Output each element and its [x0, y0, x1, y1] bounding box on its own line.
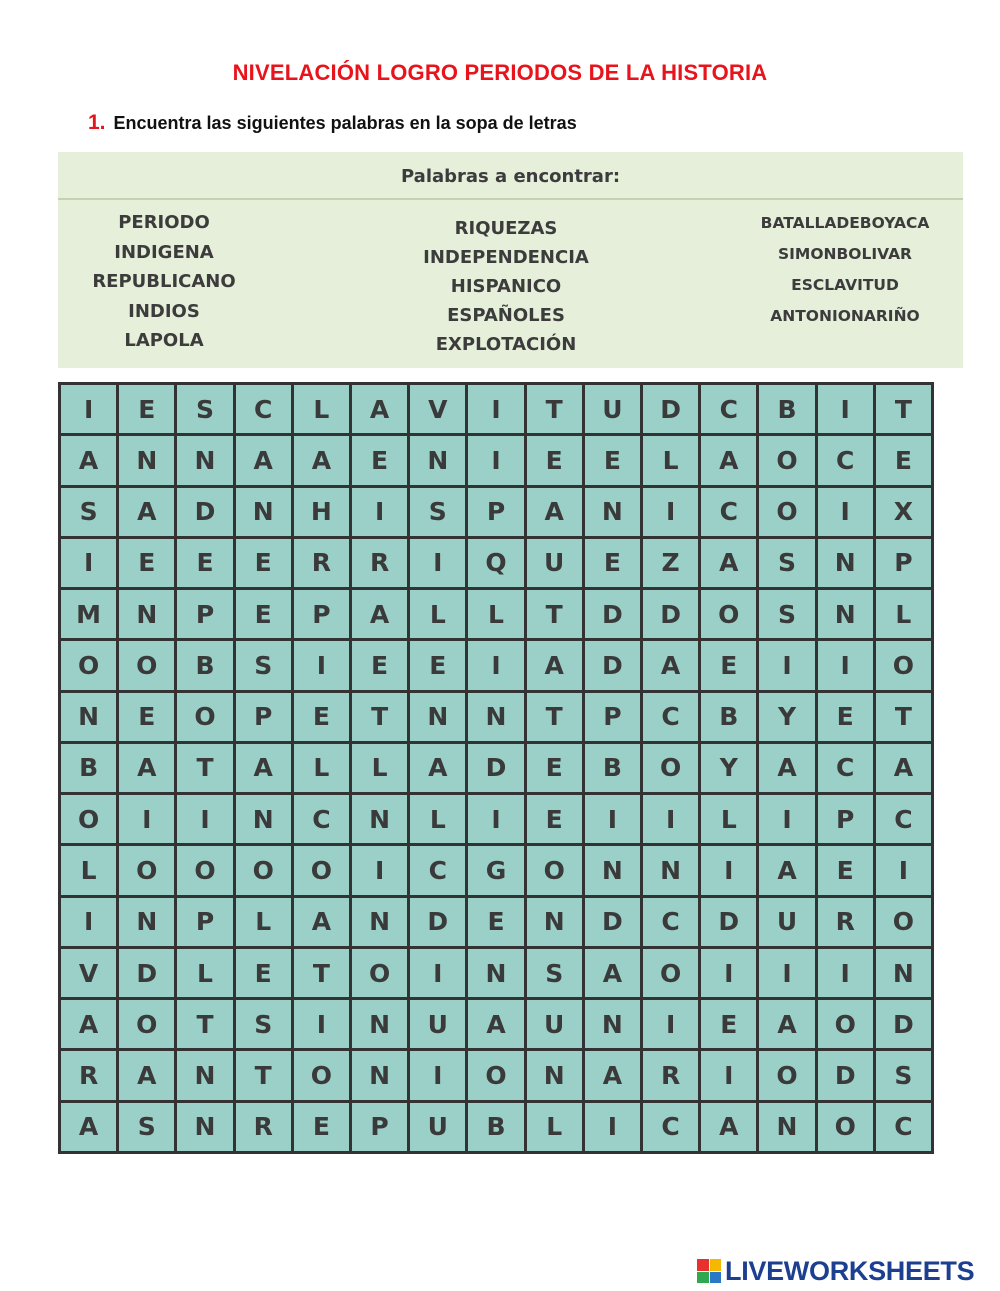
- grid-cell[interactable]: I: [468, 436, 523, 484]
- grid-cell[interactable]: E: [527, 795, 582, 843]
- grid-cell[interactable]: C: [701, 385, 756, 433]
- instruction: [88, 111, 577, 135]
- grid-cell[interactable]: B: [701, 693, 756, 741]
- grid-cell[interactable]: O: [61, 795, 116, 843]
- grid-cell[interactable]: Y: [701, 744, 756, 792]
- grid-cell[interactable]: N: [818, 539, 873, 587]
- grid-cell[interactable]: N: [352, 795, 407, 843]
- grid-cell[interactable]: R: [236, 1103, 291, 1151]
- grid-cell[interactable]: P: [876, 539, 931, 587]
- logo-text: LIVEWORKSHEETS: [725, 1255, 975, 1286]
- word-item: ESCLAVITUD: [791, 276, 899, 294]
- grid-cell[interactable]: I: [643, 488, 698, 536]
- grid-cell[interactable]: N: [468, 949, 523, 997]
- grid-cell[interactable]: O: [61, 641, 116, 689]
- grid-cell[interactable]: P: [294, 590, 349, 638]
- grid-cell[interactable]: A: [294, 898, 349, 946]
- grid-cell[interactable]: D: [876, 1000, 931, 1048]
- grid-cell[interactable]: R: [61, 1051, 116, 1099]
- grid-cell[interactable]: L: [352, 744, 407, 792]
- grid-cell[interactable]: I: [119, 795, 174, 843]
- grid-cell[interactable]: A: [876, 744, 931, 792]
- grid-cell[interactable]: I: [701, 1051, 756, 1099]
- grid-cell[interactable]: L: [177, 949, 232, 997]
- grid-cell[interactable]: P: [177, 898, 232, 946]
- grid-cell[interactable]: S: [759, 539, 814, 587]
- grid-cell[interactable]: I: [61, 898, 116, 946]
- grid-cell[interactable]: L: [61, 846, 116, 894]
- grid-cell[interactable]: N: [352, 1000, 407, 1048]
- grid-cell[interactable]: N: [352, 898, 407, 946]
- grid-cell[interactable]: P: [177, 590, 232, 638]
- grid-cell[interactable]: L: [701, 795, 756, 843]
- grid-cell[interactable]: O: [177, 693, 232, 741]
- grid-cell[interactable]: D: [701, 898, 756, 946]
- grid-cell[interactable]: U: [585, 385, 640, 433]
- grid-cell[interactable]: A: [61, 1000, 116, 1048]
- word-column-3: [730, 208, 960, 332]
- grid-cell[interactable]: I: [818, 385, 873, 433]
- grid-cell[interactable]: B: [61, 744, 116, 792]
- grid-cell[interactable]: R: [643, 1051, 698, 1099]
- grid-cell[interactable]: A: [585, 949, 640, 997]
- grid-cell[interactable]: A: [585, 1051, 640, 1099]
- grid-cell[interactable]: E: [119, 385, 174, 433]
- grid-cell[interactable]: A: [119, 744, 174, 792]
- page-title: NIVELACIÓN LOGRO PERIODOS DE LA HISTORIA: [232, 60, 768, 85]
- grid-cell[interactable]: T: [527, 590, 582, 638]
- grid-cell[interactable]: N: [236, 795, 291, 843]
- grid-cell[interactable]: D: [585, 898, 640, 946]
- grid-cell[interactable]: I: [643, 795, 698, 843]
- grid-cell[interactable]: D: [468, 744, 523, 792]
- grid-cell[interactable]: N: [352, 1051, 407, 1099]
- grid-cell[interactable]: P: [818, 795, 873, 843]
- grid-cell[interactable]: I: [759, 949, 814, 997]
- grid-cell[interactable]: C: [643, 898, 698, 946]
- liveworksheets-logo: [697, 1256, 974, 1286]
- grid-cell[interactable]: C: [236, 385, 291, 433]
- grid-cell[interactable]: N: [177, 1103, 232, 1151]
- grid-cell[interactable]: N: [818, 590, 873, 638]
- grid-cell[interactable]: E: [585, 539, 640, 587]
- grid-cell[interactable]: C: [876, 1103, 931, 1151]
- grid-cell[interactable]: O: [119, 846, 174, 894]
- word-item: INDIGENA: [114, 241, 214, 263]
- grid-cell[interactable]: N: [236, 488, 291, 536]
- instruction-number: 1.: [88, 111, 106, 134]
- grid-cell[interactable]: O: [119, 1000, 174, 1048]
- grid-cell[interactable]: N: [410, 436, 465, 484]
- instruction-text: Encuentra las siguientes palabras en la sopa de letras: [113, 113, 577, 133]
- grid-cell[interactable]: E: [818, 846, 873, 894]
- grid-cell[interactable]: A: [759, 1000, 814, 1048]
- grid-cell[interactable]: R: [352, 539, 407, 587]
- grid-cell[interactable]: N: [468, 693, 523, 741]
- grid-cell[interactable]: A: [236, 744, 291, 792]
- grid-cell[interactable]: O: [352, 949, 407, 997]
- grid-cell[interactable]: N: [759, 1103, 814, 1151]
- grid-cell[interactable]: Q: [468, 539, 523, 587]
- grid-cell[interactable]: N: [177, 1051, 232, 1099]
- grid-cell[interactable]: T: [177, 1000, 232, 1048]
- grid-cell[interactable]: E: [119, 693, 174, 741]
- grid-cell[interactable]: D: [410, 898, 465, 946]
- grid-cell[interactable]: U: [527, 1000, 582, 1048]
- grid-cell[interactable]: E: [294, 1103, 349, 1151]
- grid-cell[interactable]: L: [410, 795, 465, 843]
- grid-cell[interactable]: I: [177, 795, 232, 843]
- grid-cell[interactable]: P: [468, 488, 523, 536]
- grid-cell[interactable]: O: [294, 846, 349, 894]
- grid-cell[interactable]: N: [527, 1051, 582, 1099]
- grid-cell[interactable]: B: [177, 641, 232, 689]
- grid-cell[interactable]: I: [352, 488, 407, 536]
- logo-square: [697, 1272, 709, 1284]
- grid-cell[interactable]: E: [119, 539, 174, 587]
- grid-cell[interactable]: D: [585, 590, 640, 638]
- grid-cell[interactable]: N: [177, 436, 232, 484]
- word-column-2: [376, 214, 636, 359]
- grid-cell[interactable]: L: [876, 590, 931, 638]
- grid-cell[interactable]: O: [701, 590, 756, 638]
- grid-cell[interactable]: L: [236, 898, 291, 946]
- grid-cell[interactable]: D: [818, 1051, 873, 1099]
- grid-cell[interactable]: D: [643, 590, 698, 638]
- grid-cell[interactable]: I: [61, 539, 116, 587]
- grid-cell[interactable]: A: [701, 436, 756, 484]
- grid-cell[interactable]: C: [818, 436, 873, 484]
- word-item: ANTONIONARIÑO: [770, 307, 920, 325]
- grid-cell[interactable]: I: [294, 641, 349, 689]
- grid-cell[interactable]: I: [701, 949, 756, 997]
- grid-cell[interactable]: E: [701, 1000, 756, 1048]
- grid-cell[interactable]: C: [410, 846, 465, 894]
- grid-cell[interactable]: A: [352, 590, 407, 638]
- grid-cell[interactable]: I: [759, 795, 814, 843]
- grid-cell[interactable]: E: [701, 641, 756, 689]
- grid-cell[interactable]: N: [119, 590, 174, 638]
- grid-cell[interactable]: O: [119, 641, 174, 689]
- grid-cell[interactable]: A: [352, 385, 407, 433]
- grid-cell[interactable]: I: [643, 1000, 698, 1048]
- grid-cell[interactable]: A: [410, 744, 465, 792]
- grid-cell[interactable]: N: [585, 1000, 640, 1048]
- grid-cell[interactable]: C: [818, 744, 873, 792]
- grid-cell[interactable]: T: [876, 693, 931, 741]
- word-item: INDEPENDENCIA: [423, 247, 589, 268]
- grid-cell[interactable]: S: [759, 590, 814, 638]
- grid-cell[interactable]: E: [294, 693, 349, 741]
- grid-cell[interactable]: U: [410, 1000, 465, 1048]
- grid-cell[interactable]: O: [643, 744, 698, 792]
- grid-cell[interactable]: S: [410, 488, 465, 536]
- grid-cell[interactable]: O: [759, 488, 814, 536]
- grid-cell[interactable]: B: [468, 1103, 523, 1151]
- grid-cell[interactable]: S: [527, 949, 582, 997]
- word-list-box: [58, 152, 963, 368]
- grid-cell[interactable]: C: [294, 795, 349, 843]
- grid-cell[interactable]: O: [759, 436, 814, 484]
- word-item: RIQUEZAS: [454, 218, 558, 239]
- grid-cell[interactable]: S: [876, 1051, 931, 1099]
- grid-cell[interactable]: N: [119, 898, 174, 946]
- grid-cell[interactable]: A: [701, 1103, 756, 1151]
- grid-cell[interactable]: X: [876, 488, 931, 536]
- grid-cell[interactable]: T: [527, 385, 582, 433]
- grid-cell[interactable]: I: [352, 846, 407, 894]
- grid-cell[interactable]: O: [818, 1103, 873, 1151]
- grid-cell[interactable]: I: [818, 641, 873, 689]
- grid-cell[interactable]: E: [236, 539, 291, 587]
- grid-cell[interactable]: L: [294, 744, 349, 792]
- grid-cell[interactable]: E: [352, 641, 407, 689]
- grid-cell[interactable]: A: [759, 846, 814, 894]
- grid-cell[interactable]: N: [585, 846, 640, 894]
- grid-cell[interactable]: A: [468, 1000, 523, 1048]
- grid-cell[interactable]: I: [818, 488, 873, 536]
- grid-cell[interactable]: C: [876, 795, 931, 843]
- grid-cell[interactable]: A: [236, 436, 291, 484]
- grid-cell[interactable]: I: [585, 795, 640, 843]
- grid-cell[interactable]: S: [119, 1103, 174, 1151]
- grid-cell[interactable]: I: [294, 1000, 349, 1048]
- grid-cell[interactable]: S: [61, 488, 116, 536]
- grid-cell[interactable]: I: [468, 385, 523, 433]
- grid-cell[interactable]: H: [294, 488, 349, 536]
- word-list-header: Palabras a encontrar:: [58, 152, 963, 200]
- grid-cell[interactable]: D: [177, 488, 232, 536]
- grid-cell[interactable]: A: [527, 641, 582, 689]
- grid-cell[interactable]: E: [585, 436, 640, 484]
- grid-cell[interactable]: E: [236, 590, 291, 638]
- grid-cell[interactable]: L: [294, 385, 349, 433]
- grid-cell[interactable]: E: [352, 436, 407, 484]
- grid-cell[interactable]: I: [585, 1103, 640, 1151]
- grid-cell[interactable]: E: [410, 641, 465, 689]
- grid-cell[interactable]: A: [527, 488, 582, 536]
- word-item: LAPOLA: [124, 330, 204, 351]
- grid-cell[interactable]: L: [468, 590, 523, 638]
- grid-cell[interactable]: T: [352, 693, 407, 741]
- word-item: REPUBLICANO: [92, 271, 236, 292]
- grid-cell[interactable]: S: [177, 385, 232, 433]
- grid-cell[interactable]: A: [294, 436, 349, 484]
- grid-cell[interactable]: I: [876, 846, 931, 894]
- grid-cell[interactable]: T: [527, 693, 582, 741]
- grid-cell[interactable]: E: [527, 744, 582, 792]
- grid-cell[interactable]: O: [876, 898, 931, 946]
- grid-cell[interactable]: R: [818, 898, 873, 946]
- grid-cell[interactable]: Y: [759, 693, 814, 741]
- grid-cell[interactable]: V: [61, 949, 116, 997]
- grid-cell[interactable]: I: [818, 949, 873, 997]
- grid-cell[interactable]: E: [876, 436, 931, 484]
- grid-cell[interactable]: N: [876, 949, 931, 997]
- grid-cell[interactable]: I: [410, 539, 465, 587]
- grid-cell[interactable]: A: [119, 488, 174, 536]
- grid-cell[interactable]: O: [294, 1051, 349, 1099]
- grid-cell[interactable]: E: [236, 949, 291, 997]
- word-item: PERIODO: [118, 212, 210, 233]
- grid-cell[interactable]: P: [585, 693, 640, 741]
- grid-cell[interactable]: L: [410, 590, 465, 638]
- grid-cell[interactable]: P: [352, 1103, 407, 1151]
- grid-cell[interactable]: N: [410, 693, 465, 741]
- liveworksheets-logo-icon: [697, 1259, 721, 1283]
- grid-cell[interactable]: N: [527, 898, 582, 946]
- logo-square: [710, 1272, 722, 1284]
- word-item: SIMONBOLIVAR: [777, 245, 912, 263]
- grid-cell[interactable]: O: [527, 846, 582, 894]
- grid-cell[interactable]: B: [759, 385, 814, 433]
- grid-cell[interactable]: A: [119, 1051, 174, 1099]
- grid-cell[interactable]: S: [236, 1000, 291, 1048]
- word-item: HISPANICO: [450, 276, 562, 297]
- word-item: BATALLADEBOYACA: [760, 214, 930, 232]
- logo-square: [697, 1259, 709, 1271]
- grid-cell[interactable]: O: [177, 846, 232, 894]
- grid-cell[interactable]: E: [177, 539, 232, 587]
- grid-cell[interactable]: A: [701, 539, 756, 587]
- word-search-grid: [58, 382, 934, 1154]
- grid-cell[interactable]: D: [643, 385, 698, 433]
- grid-cell[interactable]: S: [236, 641, 291, 689]
- grid-cell[interactable]: C: [701, 488, 756, 536]
- grid-cell[interactable]: U: [759, 898, 814, 946]
- grid-cell[interactable]: P: [236, 693, 291, 741]
- grid-cell[interactable]: Z: [643, 539, 698, 587]
- grid-cell[interactable]: U: [410, 1103, 465, 1151]
- grid-cell[interactable]: E: [527, 436, 582, 484]
- grid-cell[interactable]: A: [61, 1103, 116, 1151]
- grid-cell[interactable]: O: [236, 846, 291, 894]
- grid-cell[interactable]: L: [643, 436, 698, 484]
- grid-cell[interactable]: D: [585, 641, 640, 689]
- grid-cell[interactable]: G: [468, 846, 523, 894]
- grid-cell[interactable]: A: [61, 436, 116, 484]
- grid-cell[interactable]: T: [876, 385, 931, 433]
- grid-cell[interactable]: I: [410, 1051, 465, 1099]
- grid-cell[interactable]: I: [701, 846, 756, 894]
- grid-cell[interactable]: I: [61, 385, 116, 433]
- grid-cell[interactable]: R: [294, 539, 349, 587]
- grid-cell[interactable]: O: [759, 1051, 814, 1099]
- grid-cell[interactable]: B: [585, 744, 640, 792]
- grid-cell[interactable]: I: [468, 641, 523, 689]
- word-item: ESPAÑOLES: [447, 305, 565, 326]
- grid-cell[interactable]: N: [585, 488, 640, 536]
- grid-cell[interactable]: E: [468, 898, 523, 946]
- grid-cell[interactable]: C: [643, 693, 698, 741]
- grid-cell[interactable]: M: [61, 590, 116, 638]
- grid-cell[interactable]: D: [119, 949, 174, 997]
- grid-cell[interactable]: E: [818, 693, 873, 741]
- grid-cell[interactable]: T: [177, 744, 232, 792]
- logo-square: [710, 1259, 722, 1271]
- word-column-1: [58, 208, 270, 356]
- grid-cell[interactable]: N: [119, 436, 174, 484]
- grid-cell[interactable]: I: [759, 641, 814, 689]
- grid-cell[interactable]: I: [468, 795, 523, 843]
- grid-cell[interactable]: O: [643, 949, 698, 997]
- grid-cell[interactable]: I: [410, 949, 465, 997]
- word-item: INDIOS: [128, 300, 200, 322]
- grid-cell[interactable]: N: [643, 846, 698, 894]
- grid-cell[interactable]: T: [236, 1051, 291, 1099]
- grid-cell[interactable]: T: [294, 949, 349, 997]
- grid-cell[interactable]: A: [643, 641, 698, 689]
- grid-cell[interactable]: L: [527, 1103, 582, 1151]
- grid-cell[interactable]: O: [468, 1051, 523, 1099]
- grid-cell[interactable]: N: [61, 693, 116, 741]
- grid-cell[interactable]: O: [876, 641, 931, 689]
- grid-cell[interactable]: V: [410, 385, 465, 433]
- grid-cell[interactable]: A: [759, 744, 814, 792]
- grid-cell[interactable]: U: [527, 539, 582, 587]
- grid-cell[interactable]: C: [643, 1103, 698, 1151]
- word-item: EXPLOTACIÓN: [435, 334, 577, 355]
- grid-cell[interactable]: O: [818, 1000, 873, 1048]
